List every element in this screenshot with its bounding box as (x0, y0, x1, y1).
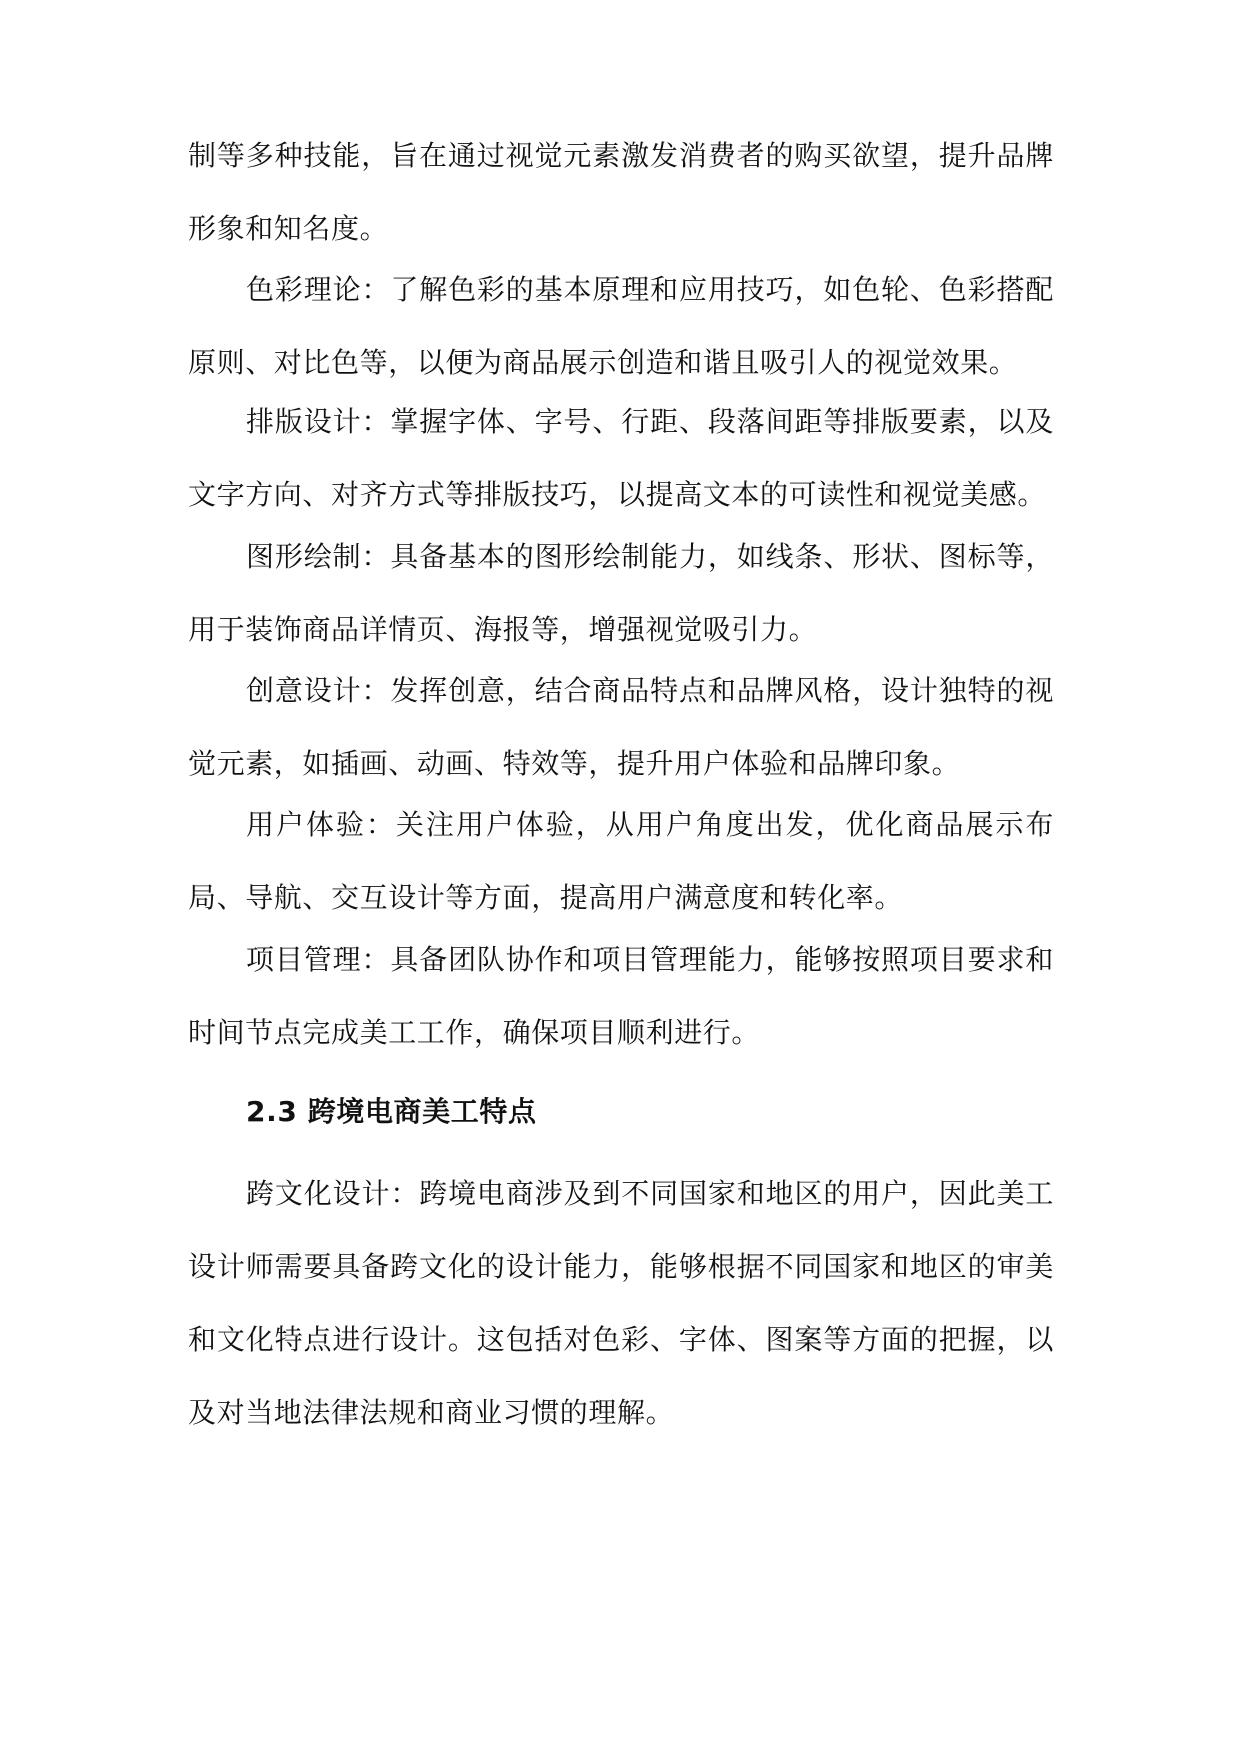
paragraph-continuation: 制等多种技能，旨在通过视觉元素激发消费者的购买欲望，提升品牌形象和知名度。 (188, 139, 1054, 245)
document-page (188, 0, 1054, 1754)
paragraph-color-theory: 色彩理论：了解色彩的基本原理和应用技巧，如色轮、色彩搭配原则、对比色等，以便为商品展示创造和谐且吸引人的视觉效果。 (188, 273, 1054, 379)
paragraph-graphics: 图形绘制：具备基本的图形绘制能力，如线条、形状、图标等，用于装饰商品详情页、海报等，增强视觉吸引力。 (188, 540, 1054, 646)
section-heading: 2.3 跨境电商美工特点 (246, 1095, 537, 1128)
paragraph-typography: 排版设计：掌握字体、字号、行距、段落间距等排版要素，以及文字方向、对齐方式等排版技巧，以提高文本的可读性和视觉美感。 (188, 405, 1054, 511)
paragraph-cross-cultural: 跨文化设计：跨境电商涉及到不同国家和地区的用户，因此美工设计师需要具备跨文化的设计能力，能够根据不同国家和地区的审美和文化特点进行设计。这包括对色彩、字体、图案等方面的把握，以及对当地法律法规和商业习惯的理解。 (188, 1177, 1054, 1429)
paragraph-user-experience: 用户体验：关注用户体验，从用户角度出发，优化商品展示布局、导航、交互设计等方面，提高用户满意度和转化率。 (188, 808, 1054, 914)
paragraph-creative-design: 创意设计：发挥创意，结合商品特点和品牌风格，设计独特的视觉元素，如插画、动画、特效等，提升用户体验和品牌印象。 (188, 674, 1054, 780)
paragraph-project-management: 项目管理：具备团队协作和项目管理能力，能够按照项目要求和时间节点完成美工工作，确保项目顺利进行。 (188, 943, 1054, 1049)
